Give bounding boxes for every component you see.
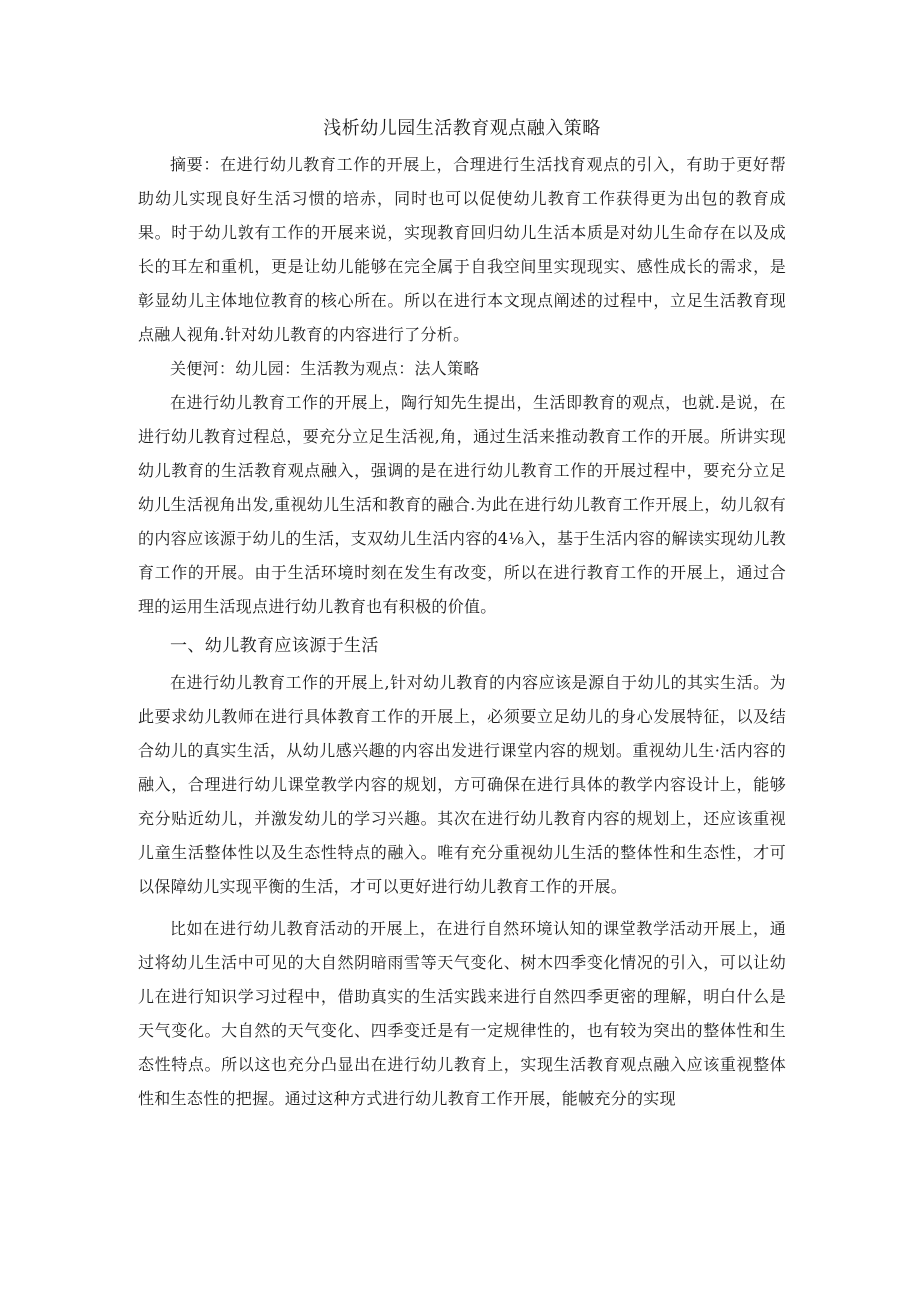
document-title: 浅析幼儿园生活教育观点融入策略 (323, 118, 601, 139)
keywords-paragraph: 关便河：幼儿园：生活教为观点：法人策略 (170, 359, 480, 378)
document-page (138, 112, 786, 1116)
section-paragraph-2: 比如在进行幼儿教育活动的开展上，在进行自然环境认知的课堂教学活动开展上，通过将幼儿生活中可见的大自然阴暗雨雪等天气变化、树木四季变化情况的引入，可以让幼儿在进行知识学习过程中，借助真实的生活实践来进行自然四季更密的理解，明白什么是天气变化。大自然的天气变化、四季变迁是有一定规律性的，也有较为突出的整体性和生态性特点。所以这也充分凸显出在进行幼儿教育上，实现生活教育观点融入应该重视整体性和生态性的把握。通过这种方式进行幼儿教育工作开展，能帔充分的实现 (138, 919, 786, 1108)
intro-paragraph: 在进行幼儿教育工作的开展上，陶行知先生提出，生活即教育的观点，也就.是说，在进行幼儿教育过程总，要充分立足生活视,角，通过生活来推动教育工作的开展。所讲实现幼儿教育的生活教育观点融入，强调的是在进行幼儿教育工作的开展过程中，要充分立足幼儿生活视角出发,重视幼儿生活和教育的融合.为此在进行幼儿教育工作开展上，幼儿叙有的内容应该源于幼儿的生活，支双幼儿生活内容的4⅛入，基于生活内容的解读实现幼儿教育工作的开展。由于生活环境时刻在发生有改变，所以在进行教育工作的开展上，通过合理的运用生活现点进行幼儿教育也有积极的价值。 (138, 393, 786, 616)
paragraph-gap (138, 904, 786, 912)
abstract-paragraph: 摘要：在进行幼儿教育工作的开展上，合理进行生活找育观点的引入，有助于更好帮助幼儿实现良好生活习惯的培赤，同时也可以促使幼儿教育工作获得更为出包的教育成果。时于幼儿敦有工作的开展来说，实现教育回归幼儿生活本质是对幼儿生命存在以及成长的耳左和重机，更是让幼儿能够在完全属于自我空间里实现现实、感性成长的需求，是彰显幼儿主体地位教育的核心所在。所以在进行本文现点阐述的过程中，立足生活教育现点融人视角.针对幼儿教育的内容进行了分析。 (138, 155, 786, 344)
section-paragraph-1: 在进行幼儿教育工作的开展上,针对幼儿教育的内容应该是源自于幼儿的其实生活。为此要求幼儿教师在进行具体教育工作的开展上，必须要立足幼儿的身心发展特征，以及结合幼儿的真实生活，从幼儿感兴趣的内容出发进行课堂内容的规划。重视幼儿生·活内容的融入，合理进行幼儿课堂教学内容的规划，方可确保在进行具体的教学内容设计上，能够充分贴近幼儿，并激发幼儿的学习兴趣。其次在进行幼儿教育内容的规划上，还应该重视儿童生活整体性以及生态性特点的融入。唯有充分重视幼儿生活的整体性和生态性，才可以保障幼儿实现平衡的生活，才可以更好进行幼儿教育工作的开展。 (138, 673, 786, 896)
section-heading: 一、幼儿教育应该源于生活 (170, 636, 379, 656)
